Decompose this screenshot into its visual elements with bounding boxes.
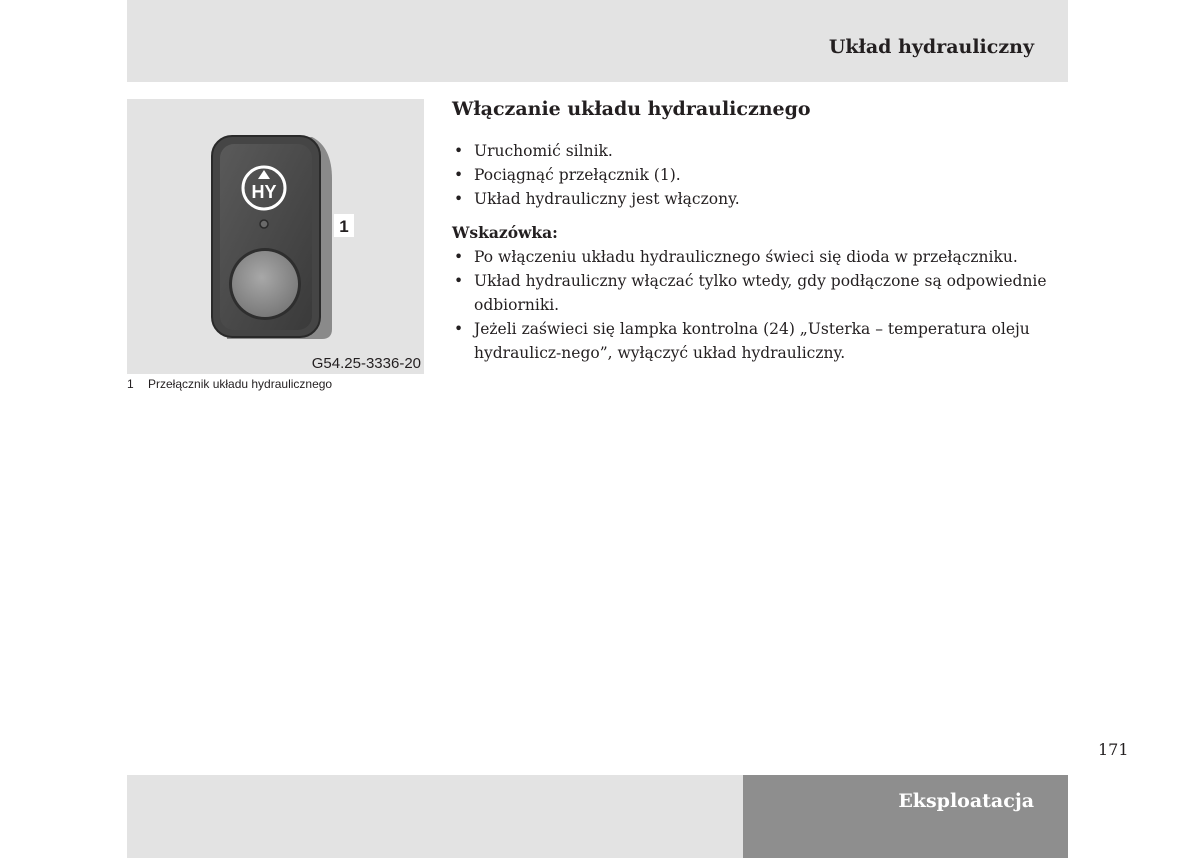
list-item: • Układ hydrauliczny włączać tylko wtedy, gdy podłączone są odpowiednie odbiorniki.	[452, 269, 1070, 317]
main-content	[452, 96, 1070, 365]
list-item: • Układ hydrauliczny jest włączony.	[452, 187, 1070, 211]
section-title: Włączanie układu hydraulicznego	[452, 98, 811, 120]
led-indicator	[260, 220, 268, 228]
caption-number: 1	[127, 377, 134, 391]
page-number: 171	[1098, 740, 1129, 759]
hydraulic-switch-illustration	[127, 99, 424, 374]
notes-list	[452, 245, 1070, 365]
list-item: • Jeżeli zaświeci się lampka kontrolna (24) „Usterka – temperatura oleju hydraulicz-nego”, wyłączyć układ hydrauliczny.	[452, 317, 1070, 365]
note-heading: Wskazówka:	[452, 223, 558, 242]
header-band	[127, 0, 1068, 82]
hydraulic-switch-figure	[127, 99, 424, 374]
list-item: • Po włączeniu układu hydraulicznego świeci się dioda w przełączniku.	[452, 245, 1070, 269]
pull-knob	[232, 251, 298, 317]
footer-band	[127, 775, 743, 858]
footer-chapter-label: Eksploatacja	[898, 790, 1034, 812]
callout-number: 1	[339, 217, 349, 236]
steps-list	[452, 139, 1070, 211]
figure-caption	[127, 377, 424, 391]
hy-symbol-label: HY	[251, 182, 277, 202]
footer-chapter-tab	[743, 775, 1068, 858]
figure-code: G54.25-3336-20	[311, 355, 421, 372]
list-item: • Pociągnąć przełącznik (1).	[452, 163, 1070, 187]
caption-text: Przełącznik układu hydraulicznego	[148, 377, 333, 391]
page-header-title: Układ hydrauliczny	[828, 36, 1034, 58]
list-item: • Uruchomić silnik.	[452, 139, 1070, 163]
